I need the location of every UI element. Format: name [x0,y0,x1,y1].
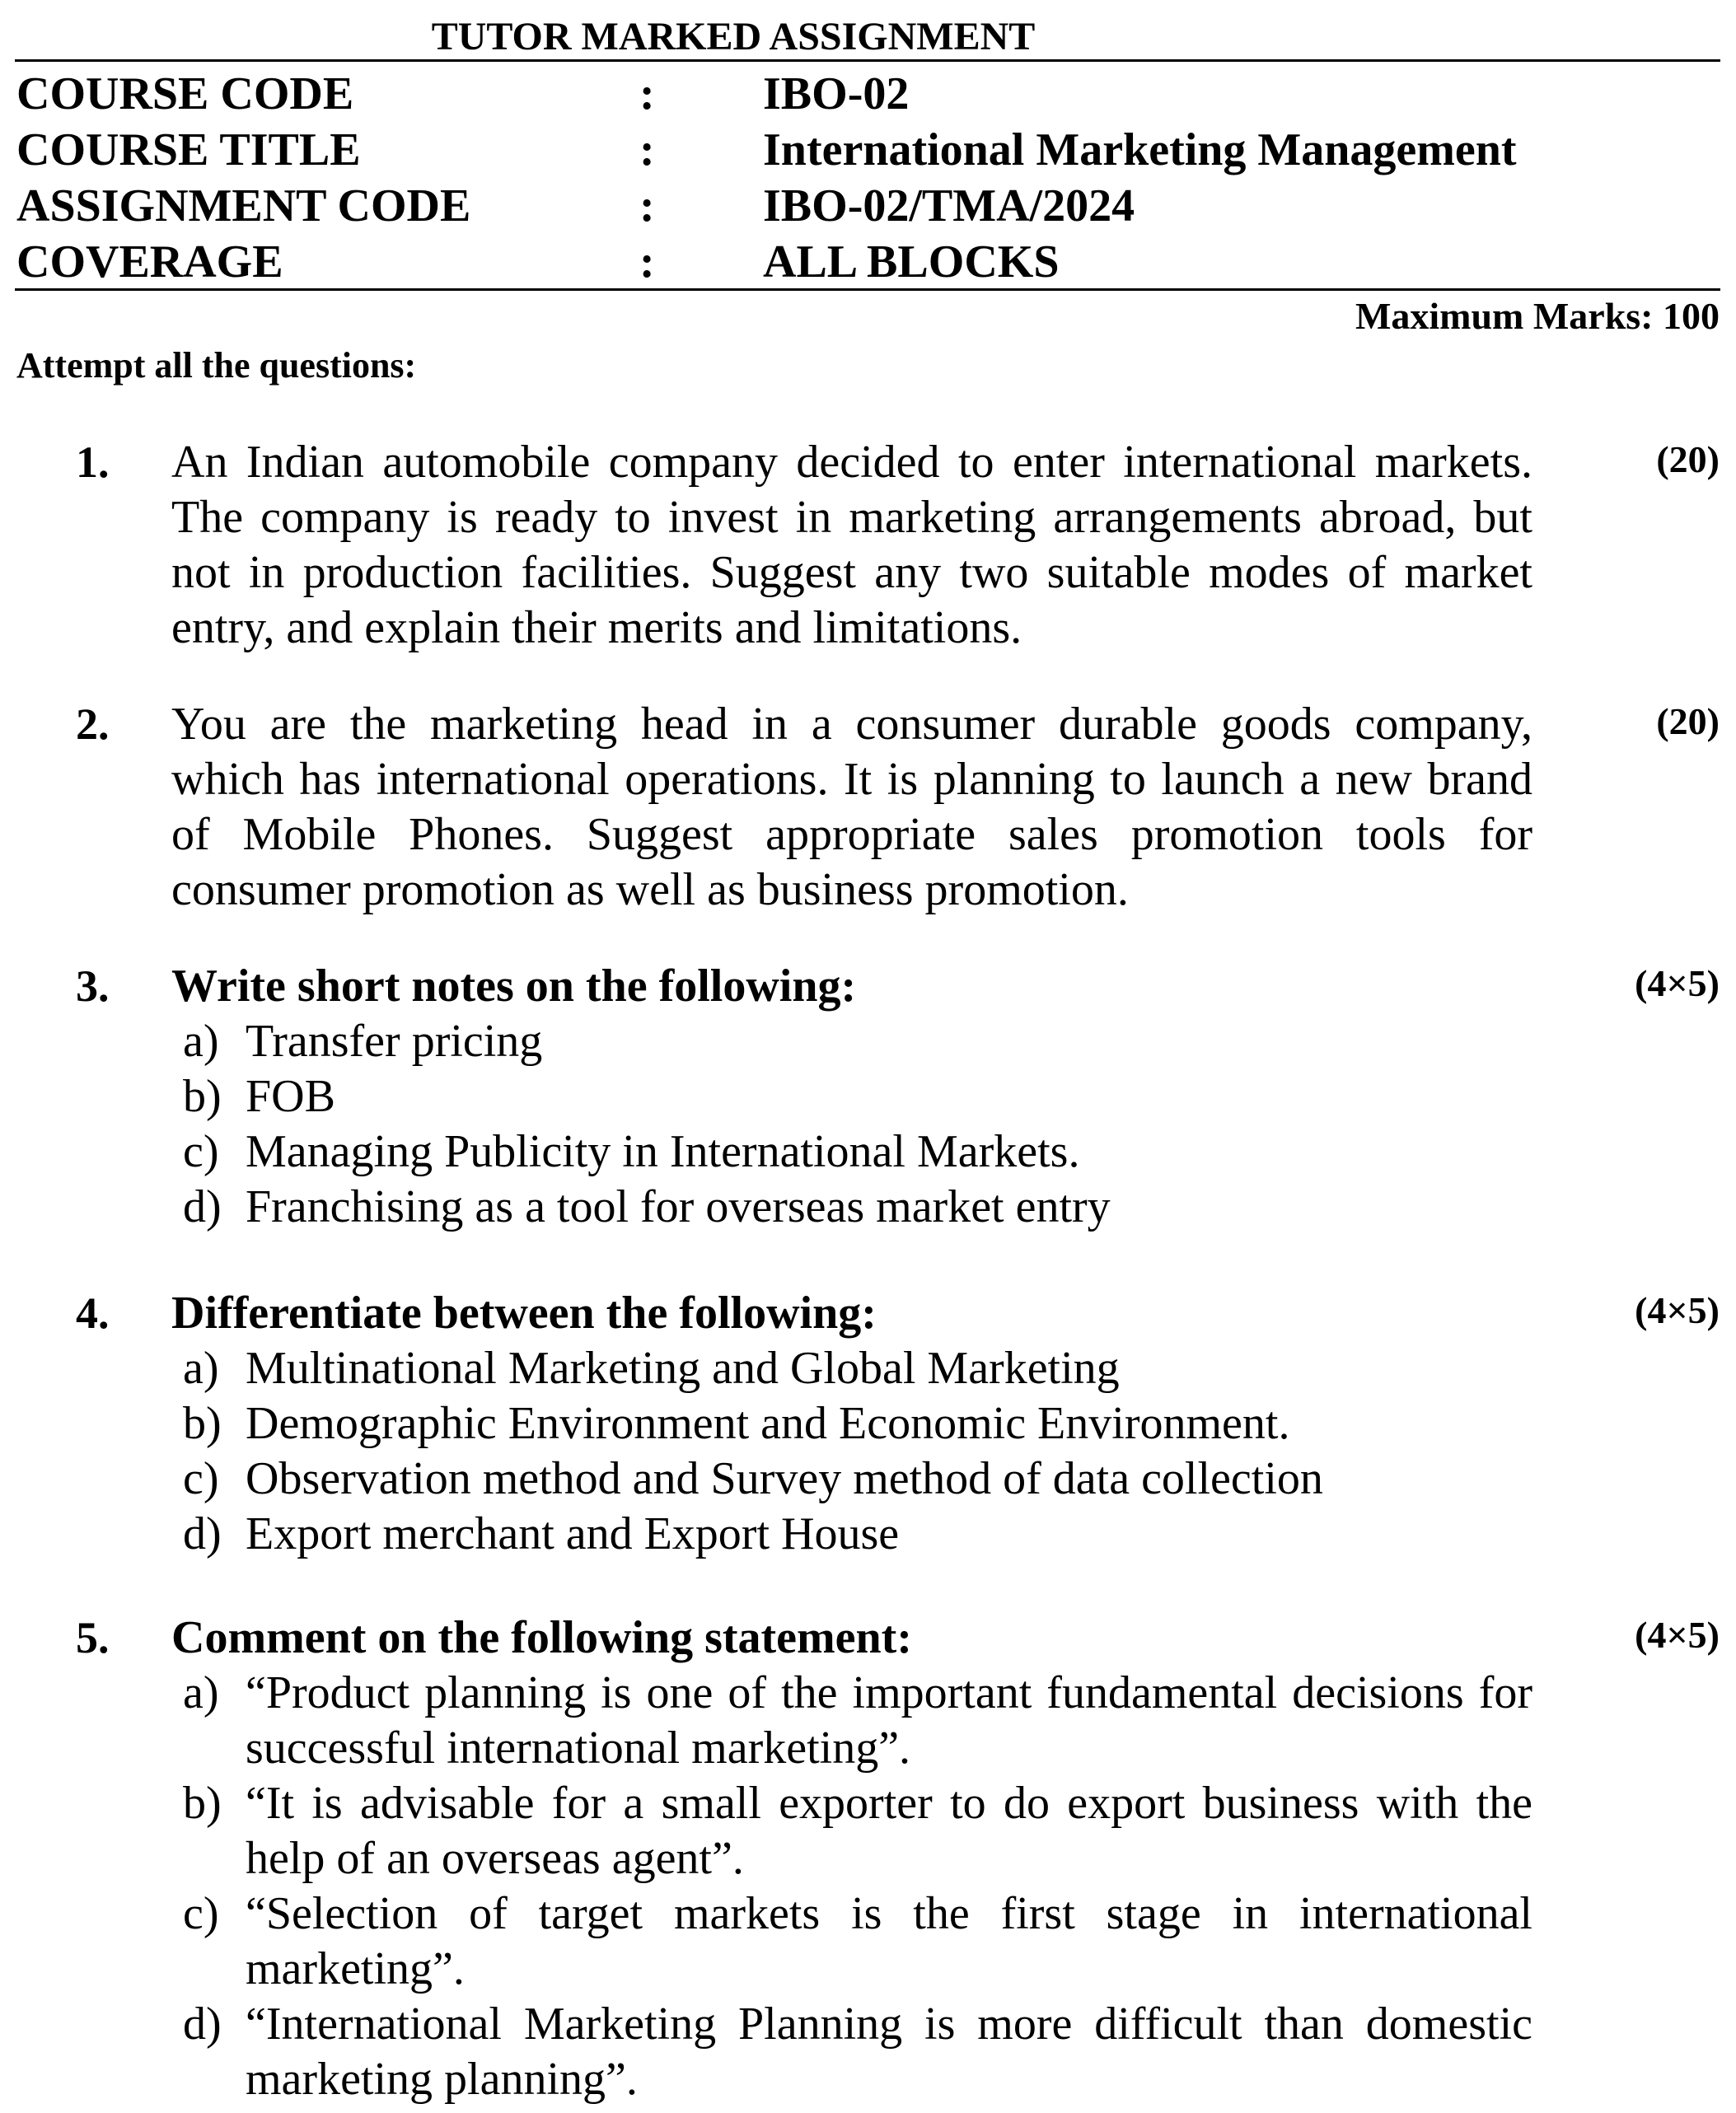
question-number: 4. [76,1288,110,1338]
document-title: TUTOR MARKED ASSIGNMENT [431,15,1036,58]
course-title-colon: : [639,124,655,175]
question-number: 5. [76,1613,110,1662]
assignment-code-row [16,178,1714,234]
course-title-label: COURSE TITLE [16,124,361,175]
sub-question-text: Demographic Environment and Economic Environment. [246,1398,1290,1449]
sub-question-label: c) [183,1126,219,1177]
question-heading: Write short notes on the following: [171,961,857,1012]
sub-question-c [183,1886,1532,1997]
sub-question-label: c) [183,1453,219,1504]
sub-question-label: d) [183,1181,222,1232]
course-code-colon: : [639,68,655,119]
sub-question-label: c) [183,1888,219,1939]
question-marks: (4×5) [1635,962,1720,1004]
maximum-marks: Maximum Marks: 100 [1355,295,1720,337]
sub-question-text: Franchising as a tool for overseas market entry [246,1181,1111,1232]
sub-question-text: Transfer pricing [246,1016,543,1067]
header-bottom-rule [15,288,1720,291]
sub-question-text: “International Marketing Planning is more difficult than domestic marketing planning”. [246,1998,1532,2105]
sub-question-d [183,1997,1532,2107]
question-marks: (20) [1656,700,1720,742]
course-info-table [16,66,1714,290]
course-title-value: International Marketing Management [763,124,1517,175]
question-heading: Comment on the following statement: [171,1612,912,1663]
question-number: 1. [76,437,110,487]
question-marks: (4×5) [1635,1289,1720,1331]
question-body [171,959,1532,1235]
sub-question-label: a) [183,1343,219,1394]
sub-question-text: Multinational Marketing and Global Marketing [246,1343,1120,1394]
question-body [171,1610,1532,2107]
sub-question-c [183,1452,1532,1507]
sub-question-b [183,1069,1532,1124]
question-number: 3. [76,961,110,1011]
sub-question-text: Observation method and Survey method of data collection [246,1453,1323,1504]
course-title-row [16,122,1714,178]
sub-question-label: d) [183,1508,222,1559]
sub-question-text: Managing Publicity in International Markets. [246,1126,1080,1177]
course-code-row [16,66,1714,122]
question-heading: Differentiate between the following: [171,1288,877,1339]
sub-question-d [183,1507,1532,1562]
sub-question-text: “Product planning is one of the important fundamental decisions for successful international marketing”. [246,1667,1532,1774]
sub-question-text: “Selection of target markets is the first stage in international marketing”. [246,1888,1532,1994]
assignment-code-value: IBO-02/TMA/2024 [763,180,1135,231]
course-code-value: IBO-02 [763,68,910,119]
question-body [171,1286,1532,1562]
sub-question-label: b) [183,1778,222,1829]
question-marks: (4×5) [1635,1614,1720,1656]
sub-question-label: b) [183,1071,222,1122]
sub-question-text: FOB [246,1071,335,1122]
sub-question-d [183,1180,1532,1235]
sub-question-b [183,1396,1532,1452]
sub-question-text: Export merchant and Export House [246,1508,900,1559]
question-marks: (20) [1656,438,1720,480]
sub-question-c [183,1124,1532,1180]
sub-question-text: “It is advisable for a small exporter to do export business with the help of an overseas agent”. [246,1778,1532,1884]
header-top-rule [15,59,1720,62]
assignment-code-colon: : [639,180,655,231]
sub-question-label: d) [183,1998,222,2050]
instruction: Attempt all the questions: [16,345,417,386]
sub-question-a [183,1666,1532,1776]
sub-question-label: a) [183,1016,219,1067]
assignment-code-label: ASSIGNMENT CODE [16,180,471,231]
coverage-row [16,234,1714,290]
coverage-label: COVERAGE [16,236,283,287]
coverage-value: ALL BLOCKS [763,236,1060,287]
course-code-label: COURSE CODE [16,68,354,119]
question-text: You are the marketing head in a consumer durable goods company, which has international operations. It is planning to launch a new brand of Mobile Phones. Suggest appropriate sales promotion tools for consumer promotion as well as business promotion. [171,699,1532,915]
sub-question-label: a) [183,1667,219,1718]
question-number: 2. [76,699,110,749]
sub-question-label: b) [183,1398,222,1449]
sub-question-b [183,1776,1532,1886]
coverage-colon: : [639,236,655,287]
question-text: An Indian automobile company decided to enter international markets. The company is ready to invest in marketing arrangements abroad, but not in production facilities. Suggest any two suitable modes of market entry, and explain their merits and limitations. [171,437,1532,653]
sub-question-a [183,1014,1532,1069]
sub-question-a [183,1341,1532,1396]
